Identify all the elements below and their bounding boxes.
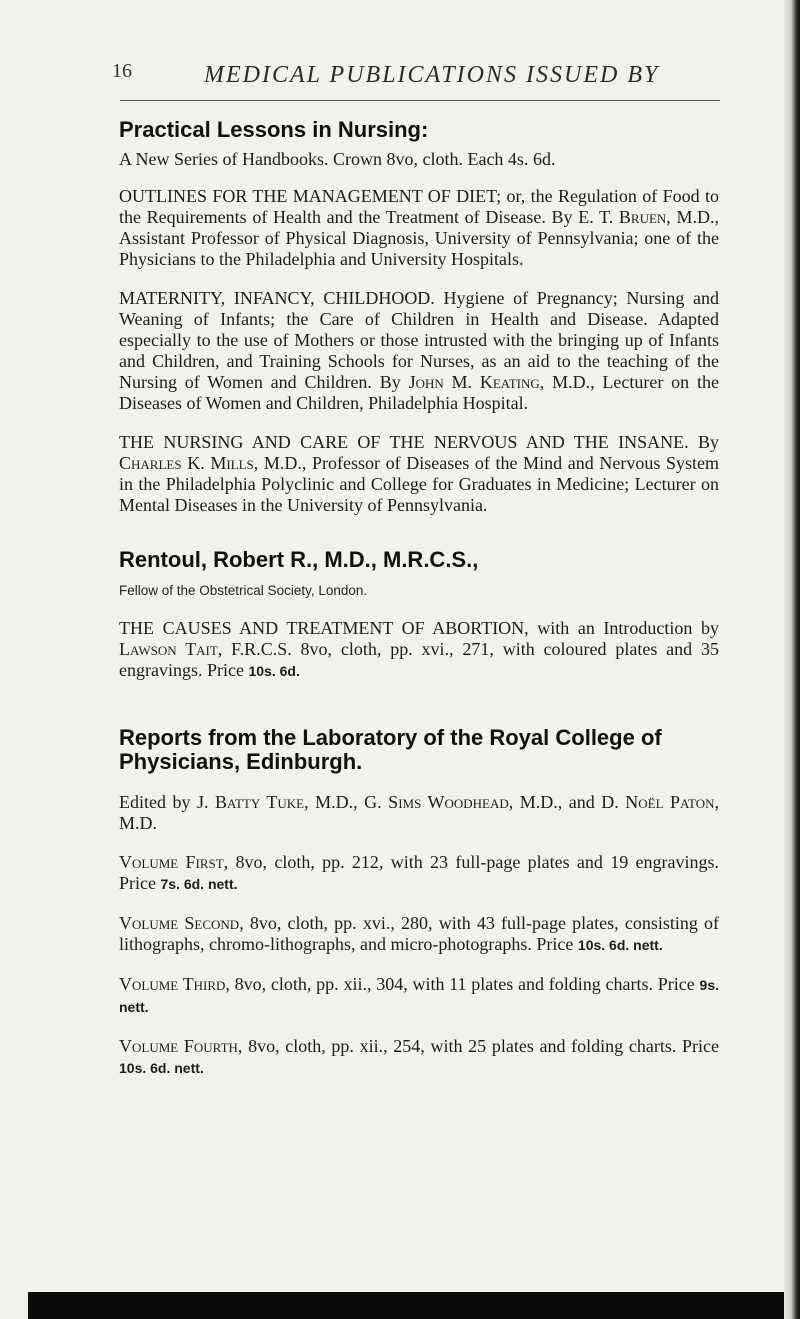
running-head — [112, 60, 732, 100]
rentoul-heading: Rentoul, Robert R., M.D., M.R.C.S., — [119, 547, 479, 572]
entry-diet — [119, 186, 719, 270]
entry-body: By — [688, 432, 719, 452]
entry-title: THE CAUSES AND TREATMENT OF ABORTION, — [119, 618, 529, 638]
volume-entry — [119, 913, 719, 956]
volume-label: Volume Second — [119, 913, 240, 933]
editor-name: J. Batty Tuke — [197, 792, 305, 812]
editor-name: G. Sims Woodhead — [364, 792, 509, 812]
editors-suffix: , M.D. — [119, 792, 719, 833]
entry-tail: , M.D., Professor of Diseases of the Mind and Nervous System in the Philadelphia Polyclinic and College for Graduates in Medicine; Lecturer on Mental Diseases in the University of Pennsylvania. — [119, 453, 719, 515]
entry-tail: , M.D., Lecturer on the Diseases of Women and Children, Philadelphia Hospital. — [119, 372, 719, 413]
header-rule — [120, 100, 720, 101]
editor-separator: , M.D., — [304, 792, 365, 812]
series-description: A New Series of Handbooks. Crown 8vo, cloth. Each 4s. 6d. — [119, 149, 556, 169]
entry-maternity — [119, 288, 719, 414]
entry-tail: , F.R.C.S. 8vo, cloth, pp. xvi., 271, with coloured plates and 35 engravings. Price — [119, 639, 719, 680]
editor-name: D. Noël Paton — [601, 792, 715, 812]
volume-text: , 8vo, cloth, pp. 212, with 23 full-page plates and 19 engravings. Price — [119, 852, 719, 893]
entry-price: 10s. 6d. — [248, 663, 300, 679]
reports-heading: Reports from the Laboratory of the Royal College of Physicians, Edinburgh. — [119, 725, 662, 774]
entry-body: Regulation of Food to the Requirements of Health and the Treatment of Disease. By — [119, 186, 719, 227]
page-content — [119, 118, 719, 1079]
volume-text: , 8vo, cloth, pp. xvi., 280, with 43 full-page plates, consisting of lithographs, chromo-lithographs, and micro-photographs. Price — [119, 913, 719, 954]
page-edge-shadow — [784, 0, 800, 1319]
editor-separator: , M.D., and — [508, 792, 602, 812]
volume-price: 10s. 6d. nett. — [577, 937, 663, 953]
volume-label: Volume Third — [119, 974, 226, 994]
volume-text: , 8vo, cloth, pp. xii., 254, with 25 plates and folding charts. Price — [237, 1036, 719, 1056]
entry-abortion — [119, 618, 719, 682]
reports-section — [119, 726, 719, 1079]
entry-author: John M. Keating — [408, 372, 540, 392]
volume-entry — [119, 852, 719, 895]
practical-lessons-heading: Practical Lessons in Nursing: — [119, 117, 429, 142]
volume-price: 9s. nett. — [119, 977, 719, 1015]
volume-price: 7s. 6d. nett. — [160, 876, 238, 892]
entry-body: with an Introduction by — [528, 618, 719, 638]
entry-title: MATERNITY, INFANCY, CHILDHOOD. — [119, 288, 435, 308]
running-head-title: MEDICAL PUBLICATIONS ISSUED BY — [204, 62, 660, 88]
volume-entry — [119, 1036, 719, 1079]
page-number: 16 — [112, 60, 132, 82]
practical-lessons-section — [119, 118, 719, 516]
entry-author: Lawson Tait — [119, 639, 218, 659]
entry-body: Hygiene of Pregnancy; Nursing and Weaning of Infants; the Care of Children in Health and Disease. Adapted especially to the use of Mothers or those intrusted with the bringing up of Infants and Children, and Training Schools for Nurses, as an aid to the teaching of the Nursing of Women and Children. By — [119, 288, 719, 392]
volume-label: Volume First — [119, 852, 224, 872]
volume-label: Volume Fourth — [119, 1036, 238, 1056]
entry-author: E. T. Bruen — [578, 207, 667, 227]
entry-title: THE NURSING AND CARE OF THE NERVOUS AND THE INSANE. — [119, 432, 689, 452]
reports-editors — [119, 792, 719, 834]
entry-nursing-insane — [119, 432, 719, 516]
volume-entry — [119, 974, 719, 1018]
bottom-scan-bar — [28, 1292, 784, 1319]
volume-price: 10s. 6d. nett. — [119, 1060, 204, 1076]
rentoul-section — [119, 548, 719, 682]
rentoul-fellowship: Fellow of the Obstetrical Society, London. — [119, 583, 368, 598]
entry-tail: , M.D., Assistant Professor of Physical Diagnosis, University of Pennsylvania; one of the Physicians to the Philadelphia and University Hospitals. — [119, 207, 719, 269]
volume-text: , 8vo, cloth, pp. xii., 304, with 11 plates and folding charts. Price — [225, 974, 700, 994]
entry-author: Charles K. Mills — [119, 453, 254, 473]
editors-prefix: Edited by — [119, 792, 197, 812]
entry-title: OUTLINES FOR THE MANAGEMENT OF DIET; or, the — [119, 186, 553, 206]
